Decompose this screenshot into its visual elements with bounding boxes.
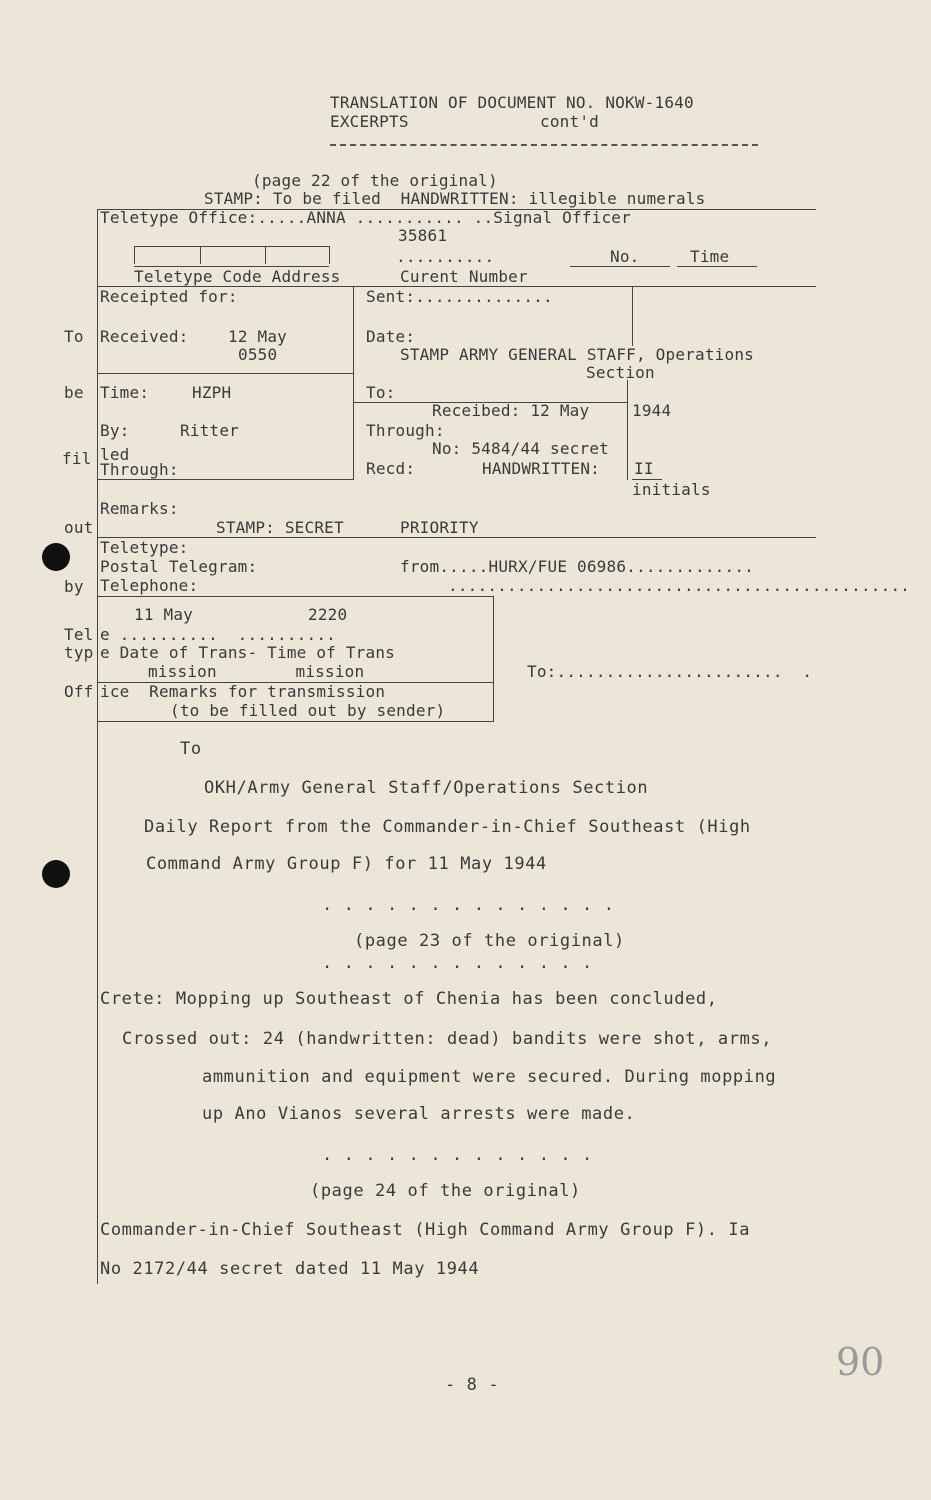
no-underline — [570, 266, 670, 267]
header-dashes — [330, 144, 758, 146]
punch-hole-bottom — [42, 860, 70, 888]
crete-line-3: ammunition and equipment were secured. During mopping — [202, 1067, 777, 1087]
margin-to: To — [64, 327, 84, 346]
body-to: To — [180, 739, 202, 759]
crete-line-1: Crete: Mopping up Southeast of Chenia has been concluded, — [100, 989, 718, 1009]
handwritten-corner-mark: 90 — [836, 1340, 885, 1384]
initials-label: initials — [632, 480, 711, 499]
excerpts-label: EXCERPTS — [330, 112, 409, 131]
crete-line-2: Crossed out: 24 (handwritten: dead) bandits were shot, arms, — [122, 1029, 773, 1049]
telephone-dots: ............................................... — [448, 576, 911, 595]
dots-row-2: . . . . . . . . . . . . . — [322, 953, 593, 973]
margin-tel: Tel — [64, 625, 94, 644]
dots-short: .......... — [396, 247, 495, 266]
stamp-army: STAMP ARMY GENERAL STAFF, Operations — [400, 345, 754, 364]
receibed-label: Receibed: 12 May — [432, 401, 590, 420]
page-number: - 8 - — [445, 1375, 500, 1395]
contd-label: cont'd — [540, 112, 599, 131]
hw-value: II — [634, 459, 654, 478]
code-address: Teletype Code Address — [134, 267, 341, 286]
okh-line: OKH/Army General Staff/Operations Section — [204, 778, 649, 798]
recd-label: Recd: — [366, 459, 416, 478]
page-ref-24: (page 24 of the original) — [310, 1181, 581, 1201]
date-label: Date: — [366, 327, 416, 346]
right-column-line — [632, 286, 633, 346]
from-field: from.....HURX/FUE 06986............. — [400, 557, 754, 576]
time-label-2: Time: — [100, 383, 150, 402]
time-underline — [677, 266, 757, 267]
daily-report-2: Command Army Group F) for 11 May 1944 — [146, 854, 547, 874]
filled-by: (to be filled out by sender) — [170, 701, 446, 720]
priority-label: PRIORITY — [400, 518, 479, 537]
crete-line-4: up Ano Vianos several arrests were made. — [202, 1104, 636, 1124]
date-11may: 11 May — [134, 605, 193, 624]
trans-box-bottom — [98, 721, 494, 722]
daily-report-1: Daily Report from the Commander-in-Chief Southeast (High — [144, 817, 751, 837]
received-row-bottom — [98, 373, 353, 374]
margin-by: by — [64, 577, 84, 596]
remarks-row-bottom — [98, 537, 816, 538]
remarks-trans: ice Remarks for transmission — [100, 682, 386, 701]
to-dots: To:....................... . — [527, 662, 813, 681]
code-box-div2 — [265, 246, 266, 264]
mission-label: mission mission — [148, 662, 365, 681]
year-1944: 1944 — [632, 401, 672, 420]
dots-row-3: . . . . . . . . . . . . . — [322, 1145, 593, 1165]
code-box-left — [134, 246, 135, 264]
through-label: Through: — [366, 421, 445, 440]
teletype-office: Teletype Office:.....ANNA ........... ..Signal Officer — [100, 208, 631, 227]
date-trans: e Date of Trans- Time of Trans — [100, 643, 395, 662]
trans-box-right — [493, 596, 494, 722]
document-title: TRANSLATION OF DOCUMENT NO. NOKW-1640 — [330, 93, 694, 112]
number-35861: 35861 — [398, 226, 448, 245]
led-label: led — [100, 445, 130, 464]
dots-row-1: . . . . . . . . . . . . . . — [322, 895, 615, 915]
page-ref-23: (page 23 of the original) — [354, 931, 625, 951]
sent-field: Sent:.............. — [366, 287, 553, 306]
section-label: Section — [586, 363, 655, 382]
margin-typ: typ — [64, 643, 94, 662]
time-2220: 2220 — [308, 605, 348, 624]
page-ref-22: (page 22 of the original) — [252, 171, 498, 190]
received-label: Received: — [100, 327, 189, 346]
current-number: Curent Number — [400, 267, 528, 286]
margin-out: out — [64, 518, 94, 537]
code-box-top — [134, 246, 329, 247]
middle-column-line — [353, 286, 354, 480]
through-row-bottom — [98, 479, 353, 480]
telephone-label: Telephone: — [100, 576, 199, 595]
time-value: HZPH — [192, 383, 232, 402]
time-label: Time — [690, 247, 730, 266]
stamp-line: STAMP: To be filed HANDWRITTEN: illegible numerals — [204, 189, 706, 208]
e-dots: e .......... .......... — [100, 625, 336, 644]
margin-fil: fil — [62, 449, 92, 468]
postal-label: Postal Telegram: — [100, 557, 258, 576]
cic-line-1: Commander-in-Chief Southeast (High Command Army Group F). Ia — [100, 1220, 751, 1240]
teletype-label: Teletype: — [100, 538, 189, 557]
code-box-right — [329, 246, 330, 264]
to-label: To: — [366, 383, 396, 402]
cic-line-2: No 2172/44 secret dated 11 May 1944 — [100, 1259, 480, 1279]
remarks-label: Remarks: — [100, 499, 179, 518]
left-margin-line — [97, 209, 98, 1284]
punch-hole-top — [42, 543, 70, 571]
by-label: By: — [100, 421, 130, 440]
right-column-line-lower — [627, 380, 628, 480]
by-value: Ritter — [180, 421, 239, 440]
received-time: 0550 — [238, 345, 278, 364]
no-secret: No: 5484/44 secret — [432, 439, 609, 458]
received-value: 12 May — [228, 327, 287, 346]
stamp-secret: STAMP: SECRET — [216, 518, 344, 537]
receipted-for: Receipted for: — [100, 287, 238, 306]
handwritten-label: HANDWRITTEN: — [482, 459, 600, 478]
margin-off: Off — [64, 682, 94, 701]
margin-be: be — [64, 383, 84, 402]
through-2: Through: — [100, 460, 179, 479]
telephone-row-bottom — [98, 596, 494, 597]
code-box-div1 — [200, 246, 201, 264]
no-label: No. — [610, 247, 640, 266]
